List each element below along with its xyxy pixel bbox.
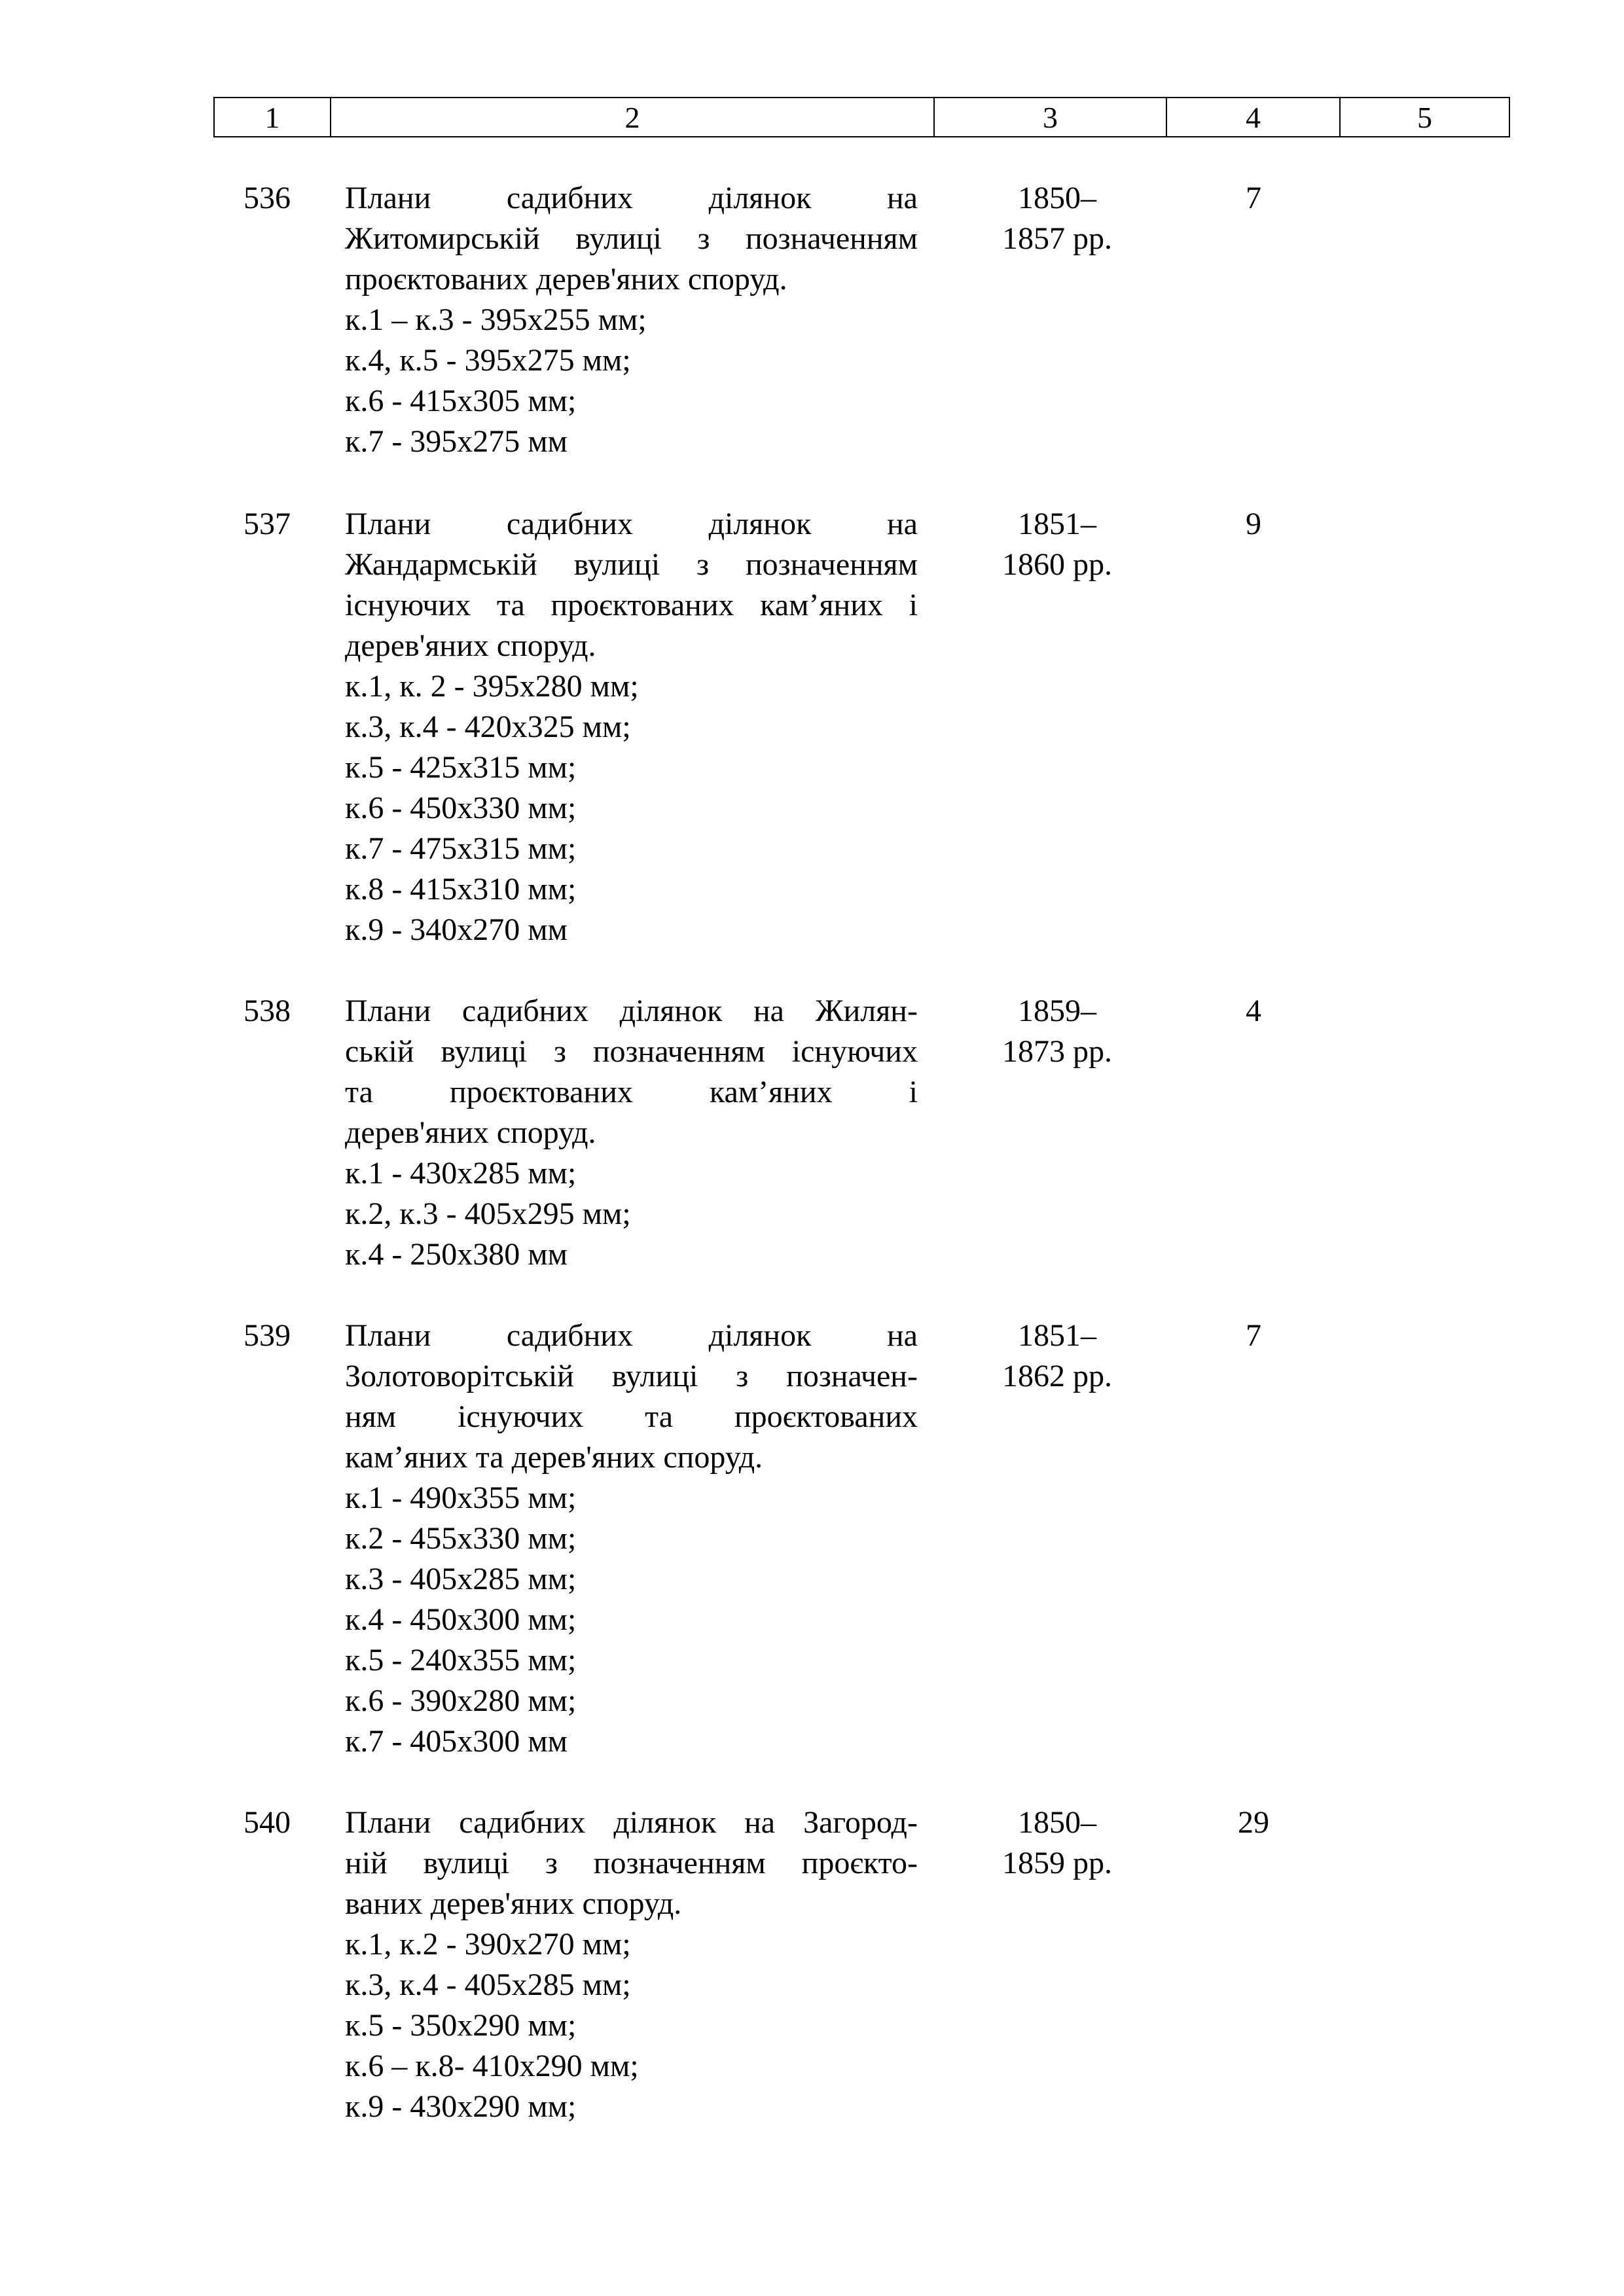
title-line [345, 178, 918, 219]
title-line [345, 1843, 918, 1884]
title-line: проєктованих дерев'яних споруд. [345, 262, 787, 296]
title-word: вулиці [573, 547, 660, 582]
title-word: ділянок [708, 181, 812, 215]
sheet-size-line: к.5 - 240х355 мм; [345, 1643, 577, 1677]
column-header-1: 1 [215, 98, 331, 136]
title-word: з [545, 1846, 558, 1880]
title-line [345, 219, 918, 259]
title-word: ділянок [708, 1318, 812, 1353]
title-word: ній [345, 1846, 388, 1880]
sheet-size-line: к.2, к.3 - 405х295 мм; [345, 1196, 631, 1231]
title-line [345, 585, 918, 626]
title-word: існуючих [345, 588, 471, 622]
title-word: ням [345, 1399, 397, 1434]
title-word: та [496, 588, 525, 622]
sheet-size-line: к.3, к.4 - 420х325 мм; [345, 709, 631, 744]
sheet-size-line: к.1 – к.3 - 395х255 мм; [345, 302, 647, 337]
title-word: Золотоворітській [345, 1359, 574, 1393]
sheet-size-line: к.9 - 430х290 мм; [345, 2089, 577, 2124]
title-line [345, 991, 918, 1031]
title-word: садибних [506, 507, 633, 541]
sheet-size-line: к.5 - 425х315 мм; [345, 750, 577, 785]
sheet-size-line: к.8 - 415х310 мм; [345, 872, 577, 906]
title-line [345, 1397, 918, 1437]
title-word: садибних [459, 1805, 586, 1840]
sheet-size-line: к.3 - 405х285 мм; [345, 1562, 577, 1596]
title-word: та [345, 1075, 373, 1109]
entry-years [975, 178, 1139, 259]
entry-sheet-count: 7 [1246, 181, 1261, 215]
title-line [345, 1031, 918, 1072]
title-line: кам’яних та дерев'яних споруд. [345, 1440, 763, 1475]
sheet-size-line: к.1, к. 2 - 395х280 мм; [345, 669, 639, 704]
entry-number: 540 [244, 1805, 291, 1840]
entry-years [975, 1316, 1139, 1397]
sheet-size-line: к.1 - 430х285 мм; [345, 1156, 577, 1191]
title-word: Загород- [803, 1805, 918, 1840]
sheet-size-line: к.4, к.5 - 395х275 мм; [345, 343, 631, 378]
sheet-size-line: к.6 – к.8- 410х290 мм; [345, 2049, 639, 2083]
entry-sheet-count: 7 [1246, 1318, 1261, 1353]
column-header-4: 4 [1167, 98, 1341, 136]
sheet-size-line: к.1, к.2 - 390х270 мм; [345, 1927, 631, 1962]
entry-sheet-count: 29 [1238, 1805, 1269, 1840]
title-word: позначенням [592, 1034, 765, 1069]
sheet-size-line: к.9 - 340х270 мм [345, 912, 568, 947]
entry-description [345, 504, 918, 950]
title-word: проєктованих [550, 588, 734, 622]
entry-number: 539 [244, 1318, 291, 1353]
title-word: та [645, 1399, 674, 1434]
title-word: з [696, 547, 710, 582]
sheet-size-line: к.6 - 415х305 мм; [345, 384, 577, 418]
title-line: ваних дерев'яних споруд. [345, 1886, 682, 1921]
title-word: Жилян- [815, 994, 918, 1028]
entry-description [345, 1803, 918, 2127]
title-word: Житомирській [345, 221, 540, 256]
title-line [345, 1072, 918, 1113]
title-word: ділянок [619, 994, 723, 1028]
title-word: кам’яних [760, 588, 883, 622]
title-word: ській [345, 1034, 414, 1069]
title-word: позначенням [593, 1846, 766, 1880]
title-word: Плани [345, 181, 431, 215]
title-line: дерев'яних споруд. [345, 1115, 596, 1150]
title-word: і [909, 588, 918, 622]
title-word: і [909, 1075, 918, 1109]
title-word: Жандармській [345, 547, 537, 582]
title-word: на [744, 1805, 776, 1840]
title-word: позначенням [745, 221, 918, 256]
year-line: 1857 рр. [1002, 221, 1112, 256]
column-header-5: 5 [1417, 100, 1432, 134]
entry-description [345, 991, 918, 1275]
title-word: вулиці [423, 1846, 510, 1880]
year-line: 1859 рр. [1002, 1846, 1112, 1880]
column-header-row [213, 97, 1510, 137]
title-word: Плани [345, 507, 431, 541]
title-line [345, 545, 918, 585]
year-line: 1873 рр. [1002, 1034, 1112, 1069]
entry-description [345, 1316, 918, 1762]
sheet-size-line: к.1 - 490х355 мм; [345, 1480, 577, 1515]
title-word: на [886, 507, 918, 541]
sheet-size-line: к.5 - 350х290 мм; [345, 2008, 577, 2043]
title-word: ділянок [708, 507, 812, 541]
title-word: проєктованих [449, 1075, 633, 1109]
title-word: ділянок [613, 1805, 717, 1840]
entry-description [345, 178, 918, 462]
title-word: позначенням [745, 547, 918, 582]
title-word: проєктованих [734, 1399, 918, 1434]
title-word: з [736, 1359, 749, 1393]
year-line: 1859– [1018, 994, 1096, 1028]
entry-years [975, 1803, 1139, 1884]
title-line [345, 1803, 918, 1843]
entry-years [975, 504, 1139, 585]
entry-number: 537 [244, 507, 291, 541]
title-word: вулиці [441, 1034, 528, 1069]
sheet-size-line: к.4 - 450х300 мм; [345, 1602, 577, 1637]
year-line: 1851– [1018, 1318, 1096, 1353]
entry-years [975, 991, 1139, 1072]
title-word: садибних [506, 1318, 633, 1353]
year-line: 1860 рр. [1002, 547, 1112, 582]
title-word: на [886, 181, 918, 215]
year-line: 1850– [1018, 1805, 1096, 1840]
column-header-2: 2 [331, 98, 935, 136]
title-word: позначен- [786, 1359, 918, 1393]
title-word: вулиці [611, 1359, 698, 1393]
sheet-size-line: к.7 - 405х300 мм [345, 1724, 568, 1759]
title-word: Плани [345, 994, 431, 1028]
title-word: садибних [506, 181, 633, 215]
sheet-size-line: к.6 - 390х280 мм; [345, 1683, 577, 1718]
title-word: Плани [345, 1805, 431, 1840]
title-word: існуючих [458, 1399, 584, 1434]
title-word: з [697, 221, 710, 256]
year-line: 1851– [1018, 507, 1096, 541]
year-line: 1850– [1018, 181, 1096, 215]
title-line [345, 504, 918, 545]
sheet-size-line: к.7 - 475х315 мм; [345, 831, 577, 866]
year-line: 1862 рр. [1002, 1359, 1112, 1393]
title-line: дерев'яних споруд. [345, 628, 596, 663]
title-word: кам’яних [709, 1075, 833, 1109]
title-word: садибних [461, 994, 588, 1028]
sheet-size-line: к.2 - 455х330 мм; [345, 1521, 577, 1556]
entry-sheet-count: 4 [1246, 994, 1261, 1028]
title-word: з [553, 1034, 566, 1069]
sheet-size-line: к.4 - 250х380 мм [345, 1237, 568, 1272]
title-word: на [886, 1318, 918, 1353]
sheet-size-line: к.6 - 450х330 мм; [345, 791, 577, 825]
entry-sheet-count: 9 [1246, 507, 1261, 541]
entry-number: 536 [244, 181, 291, 215]
title-word: на [753, 994, 784, 1028]
title-word: вулиці [575, 221, 662, 256]
title-word: існуючих [791, 1034, 918, 1069]
sheet-size-line: к.3, к.4 - 405х285 мм; [345, 1967, 631, 2002]
title-line [345, 1356, 918, 1397]
title-word: Плани [345, 1318, 431, 1353]
title-word: проєкто- [801, 1846, 918, 1880]
sheet-size-line: к.7 - 395х275 мм [345, 424, 568, 459]
title-line [345, 1316, 918, 1356]
entry-number: 538 [244, 994, 291, 1028]
column-header-3: 3 [935, 98, 1167, 136]
